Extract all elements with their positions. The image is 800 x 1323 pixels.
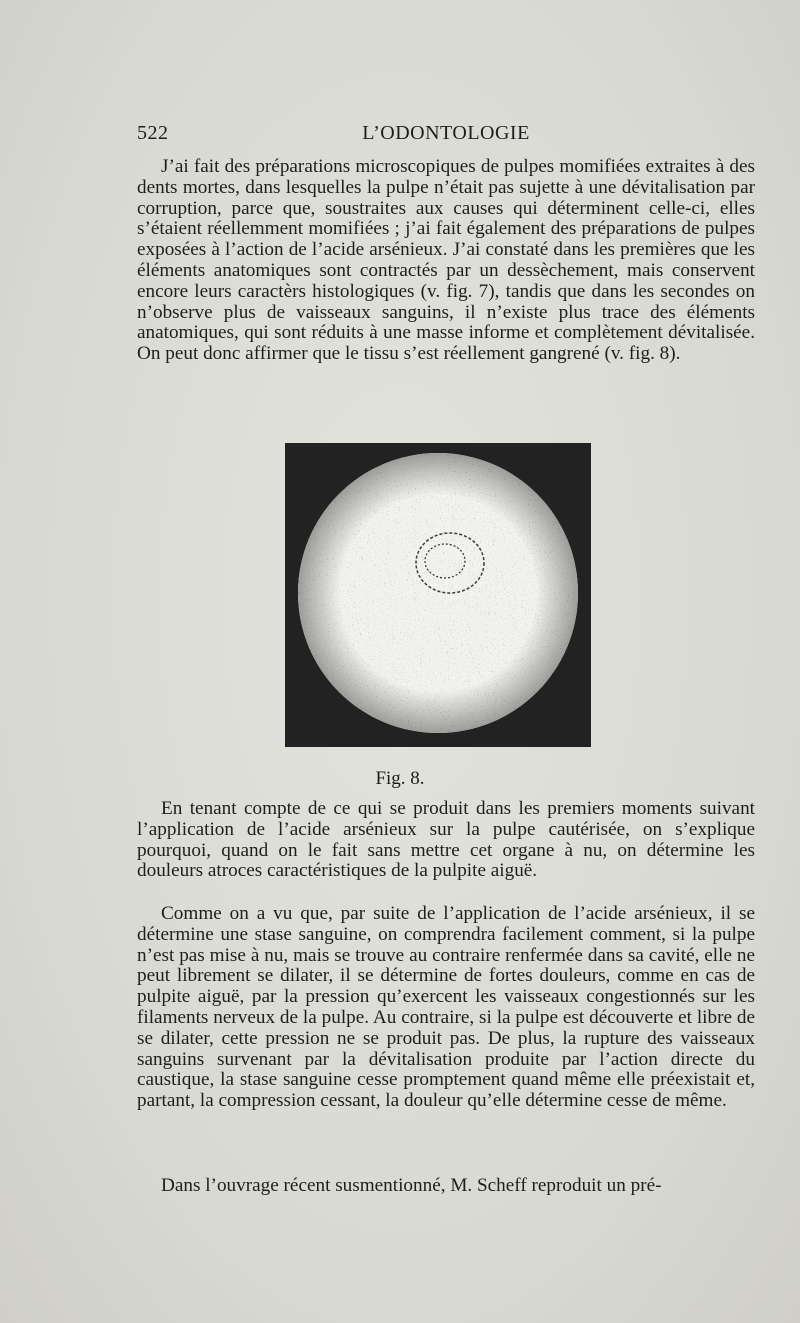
page-number: 522 <box>137 122 169 144</box>
microscope-section-image <box>285 443 591 747</box>
page-header <box>137 122 755 148</box>
running-title: L’ODONTOLOGIE <box>362 122 530 144</box>
paragraph: J’ai fait des préparations microscopiques de pulpes momifiées extraites à des dents mortes, dans lesquelles la pulpe n’était pas sujette à une dévitalisation par corruption, parce que, soustraites aux causes qui déterminent celle-ci, elles s’étaient réellemment momifiées ; j’ai fait également des préparations de pulpes exposées à l’action de l’acide arsénieux. J’ai constaté dans les premières que les éléments anatomiques sont contractés par un dessèchement, mais conservent encore leurs caractèrs histologiques (v. fig. 7), tandis que dans les secondes on n’observe plus de vaisseaux sanguins, il n’existe plus trace des éléments anatomiques, qui sont réduits à une masse informe et complètement dévitalisée. On peut donc affirmer que le tissu s’est réellement gangrené (v. fig. 8). <box>137 156 755 365</box>
paragraph: Dans l’ouvrage récent susmentionné, M. Scheff reproduit un pré- <box>161 1175 662 1196</box>
paragraph: En tenant compte de ce qui se produit dans les premiers moments suivant l’application de l’acide arsénieux sur la pulpe cautérisée, on s’explique pourquoi, quand on le fait sans mettre cet organe à nu, on détermine les douleurs atroces caractéristiques de la pulpite aiguë. <box>137 798 755 882</box>
paragraph: Comme on a vu que, par suite de l’application de l’acide arsénieux, il se détermine une stase sanguine, on comprendra facilement comment, si la pulpe n’est pas mise à nu, mais se trouve au contraire renfermée dans sa cavité, elle ne peut librement se dilater, il se détermine de fortes douleurs, comme en cas de pulpite aiguë, par la pression qu’exercent les vaisseaux congestionnés sur les filaments nerveux de la pulpe. Au contraire, si la pulpe est découverte et libre de se dilater, cette pression ne se produit pas. De plus, la rupture des vaisseaux sanguins survenant par la dévitalisation produite par l’action directe du caustique, la stase sanguine cesse promptement quand même elle préexistait et, partant, la compression cessant, la douleur qu’elle détermine cesse de même. <box>137 903 755 1112</box>
microscope-figure <box>285 443 591 747</box>
figure-caption: Fig. 8. <box>375 768 425 789</box>
